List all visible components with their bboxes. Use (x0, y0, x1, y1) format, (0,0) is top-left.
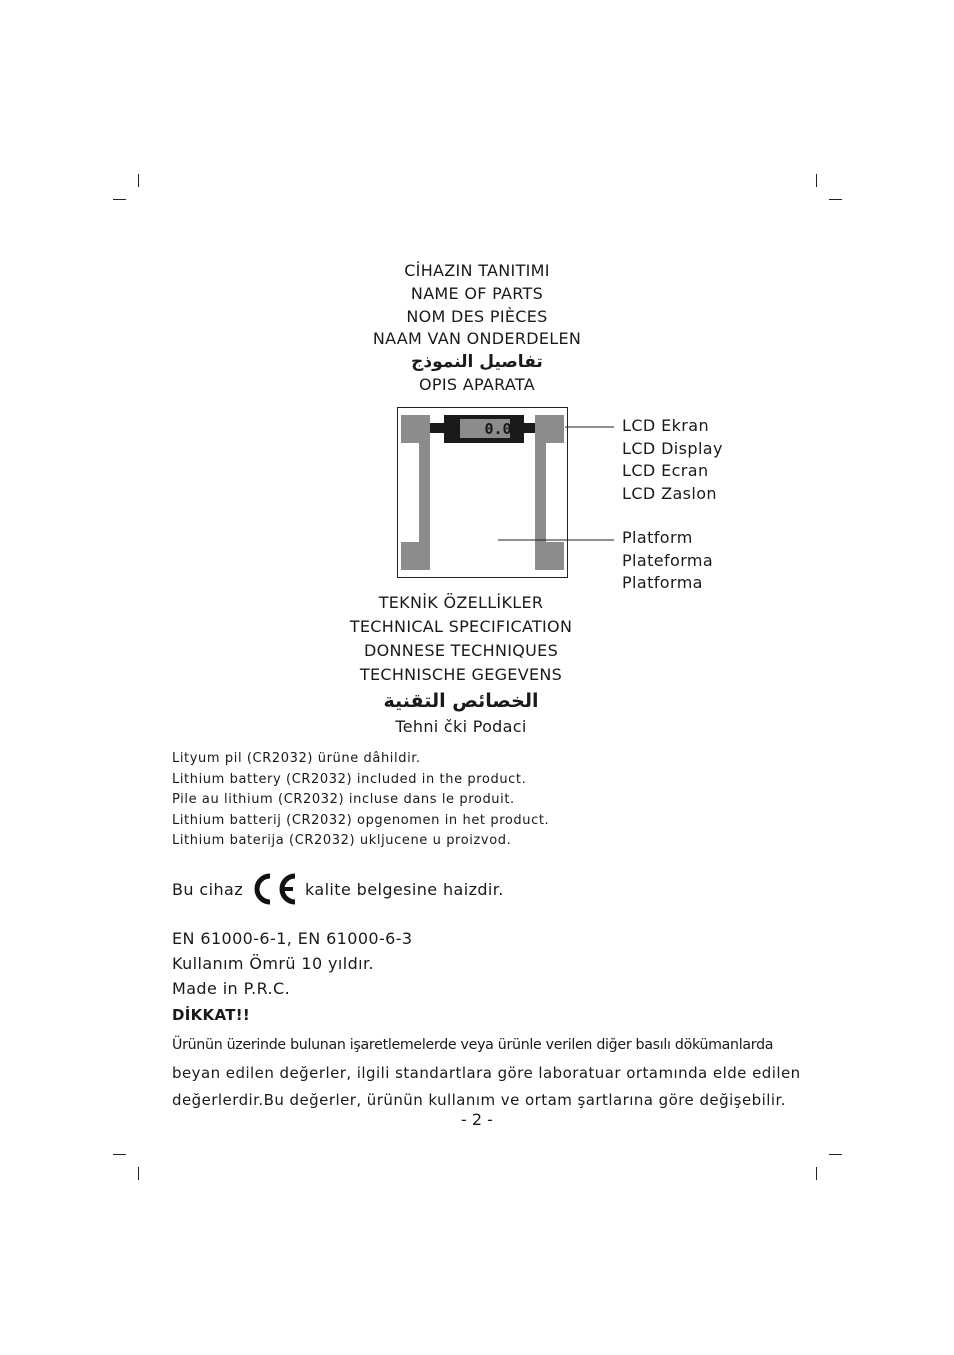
spec-title-tr: TEKNİK ÖZELLİKLER (378, 593, 544, 612)
battery-note-nl: Lithium batterij (CR2032) opgenomen in het product. (172, 812, 550, 828)
warning-line-1: Ürünün üzerinde bulunan işaretlemelerde veya ürünle verilen diğer basılı dökümanlarda (172, 1037, 774, 1053)
title-tr: CİHAZIN TANITIMI (404, 261, 550, 280)
platform-label-hr: Platforma (622, 573, 703, 593)
title-nl: NAAM VAN ONDERDELEN (372, 329, 582, 349)
ce-text-after: kalite belgesine haizdir. (305, 879, 504, 899)
lcd-label-fr: LCD Ecran (622, 461, 709, 481)
battery-note-en: Lithium battery (CR2032) included in the product. (172, 771, 527, 787)
standards-block (172, 926, 413, 1001)
lcd-label-tr: LCD Ekran (622, 416, 709, 435)
warning-line-2: beyan edilen değerler, ilgili standartlara göre laboratuar ortamında elde edilen (172, 1063, 801, 1082)
warning-text (172, 1032, 801, 1115)
title-en: NAME OF PARTS (410, 283, 544, 303)
crop-mark-bottom-left-h (113, 1154, 126, 1155)
lifetime-line: Kullanım Ömrü 10 yıldır. (172, 954, 374, 973)
crop-mark-bottom-right-v (816, 1167, 817, 1180)
platform-label-fr: Plateforma (622, 550, 714, 570)
spec-title-nl: TECHNISCHE GEGEVENS (359, 665, 563, 684)
platform-labels (622, 527, 713, 595)
spec-title-fr: DONNESE TECHNIQUES (363, 641, 559, 660)
spec-title-en: TECHNICAL SPECIFICATION (349, 617, 573, 636)
lcd-label-en: LCD Display (622, 438, 723, 458)
scale-diagram (0, 0, 954, 600)
crop-mark-bottom-left-v (138, 1167, 139, 1180)
title-ar: تفاصيل النموذج (411, 352, 543, 373)
spec-title-ar: الخصائص التقنية (383, 690, 539, 712)
lcd-label-hr: LCD Zaslon (622, 484, 717, 504)
ce-statement (172, 872, 504, 906)
battery-note-tr: Lityum pil (CR2032) ürüne dâhildir. (172, 751, 421, 766)
battery-note-fr: Pile au lithium (CR2032) incluse dans le produit. (172, 792, 515, 807)
lcd-reading: 0.0 (484, 420, 512, 438)
standards-line: EN 61000-6-1, EN 61000-6-3 (172, 929, 413, 948)
crop-mark-bottom-right-h (829, 1154, 842, 1155)
ce-mark-icon (249, 872, 301, 906)
battery-notes (172, 749, 549, 852)
warning-line-3: değerlerdir.Bu değerler, ürünün kullanım ve ortam şartlarına göre değişebilir. (172, 1091, 786, 1109)
warning-title: DİKKAT!! (172, 1006, 251, 1024)
title-fr: NOM DES PIÈCES (406, 306, 548, 326)
title-hr: OPIS APARATA (419, 374, 535, 394)
battery-note-hr: Lithium baterija (CR2032) ukljucene u proizvod. (172, 833, 512, 848)
spec-title-hr: Tehni čki Podaci (395, 717, 527, 736)
ce-text-before: Bu cihaz (172, 879, 243, 899)
platform-label-tr: Platform (622, 528, 693, 547)
origin-line: Made in P.R.C. (172, 979, 291, 998)
page-number: - 2 - (461, 1110, 493, 1129)
lcd-labels (622, 415, 723, 506)
spec-title-block (0, 591, 938, 739)
